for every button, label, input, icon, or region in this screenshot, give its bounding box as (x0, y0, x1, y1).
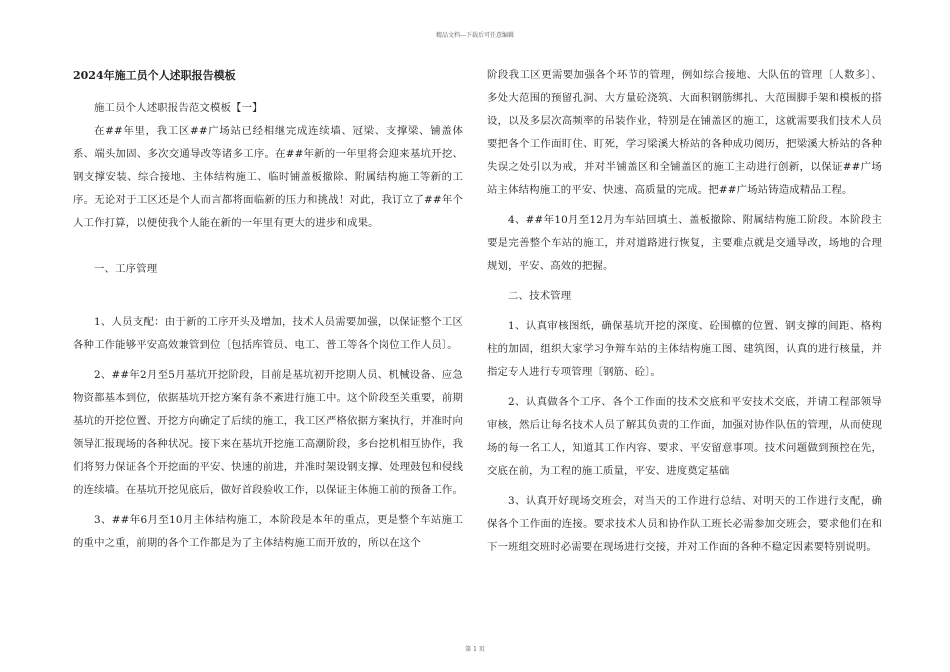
paragraph-technical-briefing: 2、认真做各个工序、各个工作面的技术交底和平安技术交底，并请工程部领导审核，然后让每名技术人员了解其负责的工作面，加强对协作队伍的管理，从而使现场的每一名工人，知道其工作内容、要求、平安留意事项。技术问题做到预控在先，交底在前，为工程的施工质量，平安、进度奠定基础 (487, 396, 882, 477)
paragraph-excavation: 2、##年2月至5月基坑开挖阶段，目前是基坑初开挖期人员、机械设备、应急物资都基本到位，依据基坑开挖方案有条不紊进行施工中。这个阶段至关重要，前期基坑的开挖位置、开挖方向确定了后续的施工，我工区严格依据方案执行，并准时向领导汇报现场的各种状况。接下来在基坑开挖施工高潮阶段，多台挖机相互协作，我们将努力保证各个开挖面的平安、快速的前进，并准时架设钢支撑、处理鼓包和侵线的连续墙。在基坑开挖见底后，做好首段验收工作，以保证主体施工前的预备工作。 (73, 369, 463, 496)
section-heading-technical: 二、技术管理 (508, 290, 572, 302)
page-footer: 第 1 页 (465, 646, 485, 653)
paragraph-backfill: 4、##年10月至12月为车站回填土、盖板撤除、附属结构施工阶段。本阶段主要是完善整个车站的施工，并对道路进行恢复，主要难点就是交通导改，场地的合理规划，平安、高效的把握。 (487, 214, 882, 272)
page-header: 精品文档---下载后可任意编辑 (435, 32, 515, 39)
right-column (487, 64, 882, 559)
paragraph-main-structure-continued: 阶段我工区更需要加强各个环节的管理，例如综合接地、大队伍的管理〔人数多〕、多处大范围的预留孔洞、大方量砼浇筑、大面积钢筋绑扎、大范围脚手架和模板的搭设，以及多层次高频率的吊装作业，特别是在铺盖区的施工，这就需要我们技术人员要把各个工作面盯住、盯死，学习梁溪大桥站的各种成功阅历，把梁溪大桥站的各种失误之处引以为戒，并对半铺盖区和全铺盖区的施工主动进行创新，以保证##广场站主体结构施工的平安、快速、高质量的完成。把##广场站铸造成精品工程。 (487, 69, 882, 196)
paragraph-shift-meeting: 3、认真开好现场交班会，对当天的工作进行总结、对明天的工作进行支配，确保各个工作面的连接。要求技术人员和协作队工班长必需参加交班会，要求他们在和下一班组交班时必需要在现场进行交接，并对工作面的各种不稳定因素要特别说明。 (487, 495, 882, 553)
section-heading-process: 一、工序管理 (94, 263, 158, 275)
paragraph-staffing: 1、人员支配：由于新的工序开头及增加，技术人员需要加强，以保证整个工区各种工作能够平安高效兼管到位〔包括库管员、电工、普工等各个岗位工作人员〕。 (73, 316, 463, 351)
document-title: 2024年施工员个人述职报告模板 (73, 69, 236, 82)
paragraph-main-structure: 3、##年6月至10月主体结构施工，本阶段是本年的重点，更是整个车站施工的重中之重，前期的各个工作都是为了主体结构施工而开放的，所以在这个 (73, 514, 463, 549)
document-subtitle: 施工员个人述职报告范文模板【一】 (94, 102, 263, 114)
paragraph-drawings-review: 1、认真审核图纸，确保基坑开挖的深度、砼围檩的位置、钢支撑的间距、格构柱的加固，组织大家学习争辩车站的主体结构施工图、建筑图，认真的进行核量，并指定专人进行专项管理〔钢筋、砼〕。 (487, 320, 882, 378)
left-column (73, 64, 463, 555)
intro-paragraph: 在##年里，我工区##广场站已经相继完成连续墙、冠梁、支撑梁、铺盖体系、端头加固、多次交通导改等诸多工序。在##年新的一年里将会迎来基坑开挖、钢支撑安装、综合接地、主体结构施工、临时铺盖板撤除、附属结构施工等新的工序。无论对于工区还是个人而言都将面临新的压力和挑战！对此，我订立了##年个人工作打算，以便使我个人能在新的一年里有更大的进步和成果。 (73, 125, 463, 229)
